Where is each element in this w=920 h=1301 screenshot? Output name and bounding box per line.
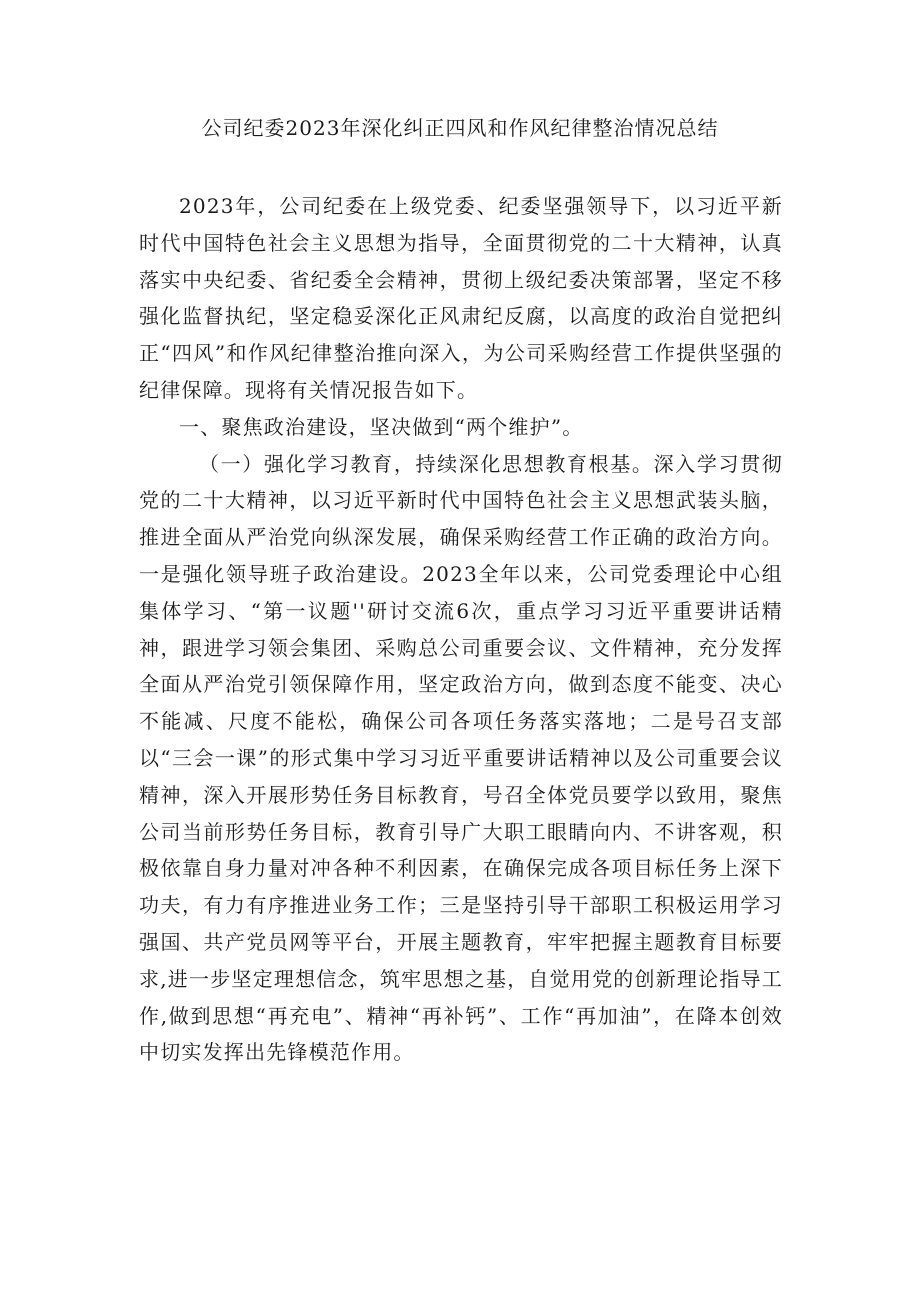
intro-paragraph: 2023年，公司纪委在上级党委、纪委坚强领导下，以习近平新时代中国特色社会主义思想为指导，全面贯彻党的二十大精神，认真落实中央纪委、省纪委全会精神，贯彻上级纪委决策部署，坚定不移强化监督执纪，坚定稳妥深化正风肃纪反腐，以高度的政治自觉把纠正“四风”和作风纪律整治推向深入，为公司采购经营工作提供坚强的纪律保障。现将有关情况报告如下。 bbox=[139, 194, 783, 402]
subsection-paragraph: （一）强化学习教育，持续深化思想教育根基。深入学习贯彻党的二十大精神，以习近平新时代中国特色社会主义思想武装头脑，推进全面从严治党向纵深发展，确保采购经营工作正确的政治方向。一是强化领导班子政治建设。2023全年以来，公司党委理论中心组集体学习、“第一议题''研讨交流6次，重点学习习近平重要讲话精神，跟进学习领会集团、采购总公司重要会议、文件精神，充分发挥全面从严治党引领保障作用，坚定政治方向，做到态度不能变、决心不能减、尺度不能松，确保公司各项任务落实落地；二是号召支部以“三会一课”的形式集中学习习近平重要讲话精神以及公司重要会议精神，深入开展形势任务目标教育，号召全体党员要学以致用，聚焦公司当前形势任务目标，教育引导广大职工眼睛向内、不讲客观，积极依靠自身力量对冲各种不利因素，在确保完成各项目标任务上深下功夫，有力有序推进业务工作；三是坚持引导干部职工积极运用学习强国、共产党员网等平台，开展主题教育，牢牢把握主题教育目标要求,进一步坚定理想信念，筑牢思想之基，自觉用党的创新理论指导工作,做到思想“再充电”、精神“再补钙”、工作“再加油”，在降本创效中切实发挥出先锋模范作用。 bbox=[139, 451, 783, 1065]
document-body bbox=[139, 188, 783, 1071]
section-heading: 一、聚焦政治建设，坚决做到“两个维护”。 bbox=[179, 414, 584, 439]
document-title: 公司纪委2023年深化纠正四风和作风纪律整治情况总结 bbox=[201, 116, 719, 140]
